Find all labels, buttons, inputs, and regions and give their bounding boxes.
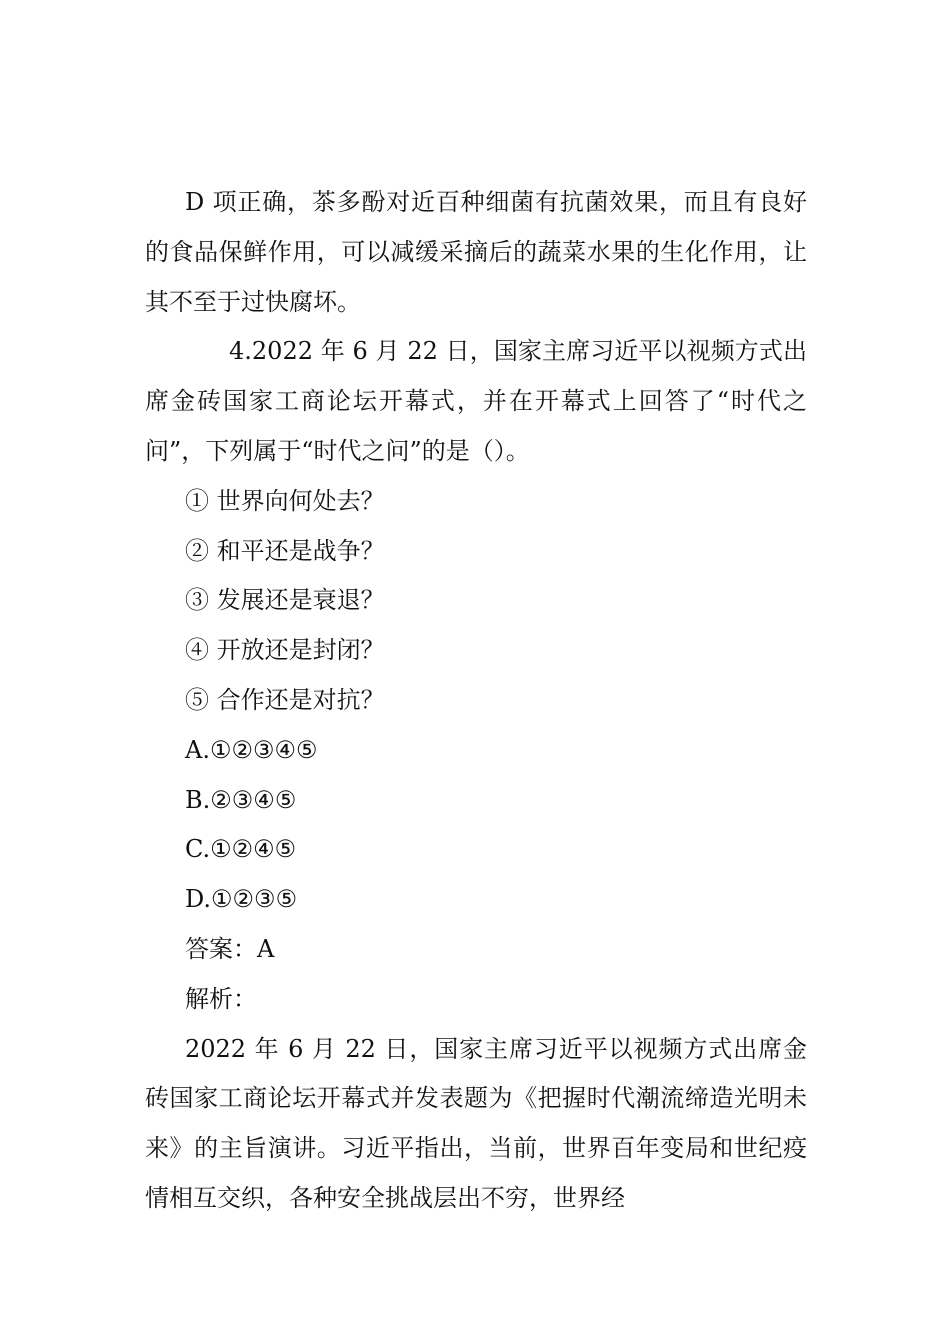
analysis-paragraph: 2022 年 6 月 22 日，国家主席习近平以视频方式出席金砖国家工商论坛开幕式并发表题为《把握时代潮流缔造光明未来》的主旨演讲。习近平指出，当前，世界百年变局和世纪疫情相互交织，各种安全挑战层出不穷，世界经 [145, 1034, 807, 1212]
document-body [145, 178, 807, 1224]
question-item-2: ② 和平还是战争？ [185, 536, 385, 565]
question-item-3: ③ 发展还是衰退？ [185, 586, 385, 615]
answer-line: 答案：A [185, 934, 275, 963]
option-b: B.②③④⑤ [185, 785, 297, 814]
option-c: C.①②④⑤ [185, 835, 297, 864]
analysis-label: 解析： [185, 984, 257, 1013]
question-item-4: ④ 开放还是封闭？ [185, 636, 385, 665]
question-item-5: ⑤ 合作还是对抗？ [185, 685, 385, 714]
explanation-d-paragraph: D 项正确，茶多酚对近百种细菌有抗菌效果，而且有良好的食品保鲜作用，可以减缓采摘后的蔬菜水果的生化作用，让其不至于过快腐坏。 [145, 188, 807, 316]
question-item-1: ① 世界向何处去？ [185, 486, 385, 515]
option-a: A.①②③④⑤ [185, 735, 318, 764]
question-stem: 4.2022 年 6 月 22 日，国家主席习近平以视频方式出席金砖国家工商论坛开幕式，并在开幕式上回答了“时代之问”，下列属于“时代之问”的是（）。 [145, 337, 807, 465]
option-d: D.①②③⑤ [185, 885, 298, 914]
